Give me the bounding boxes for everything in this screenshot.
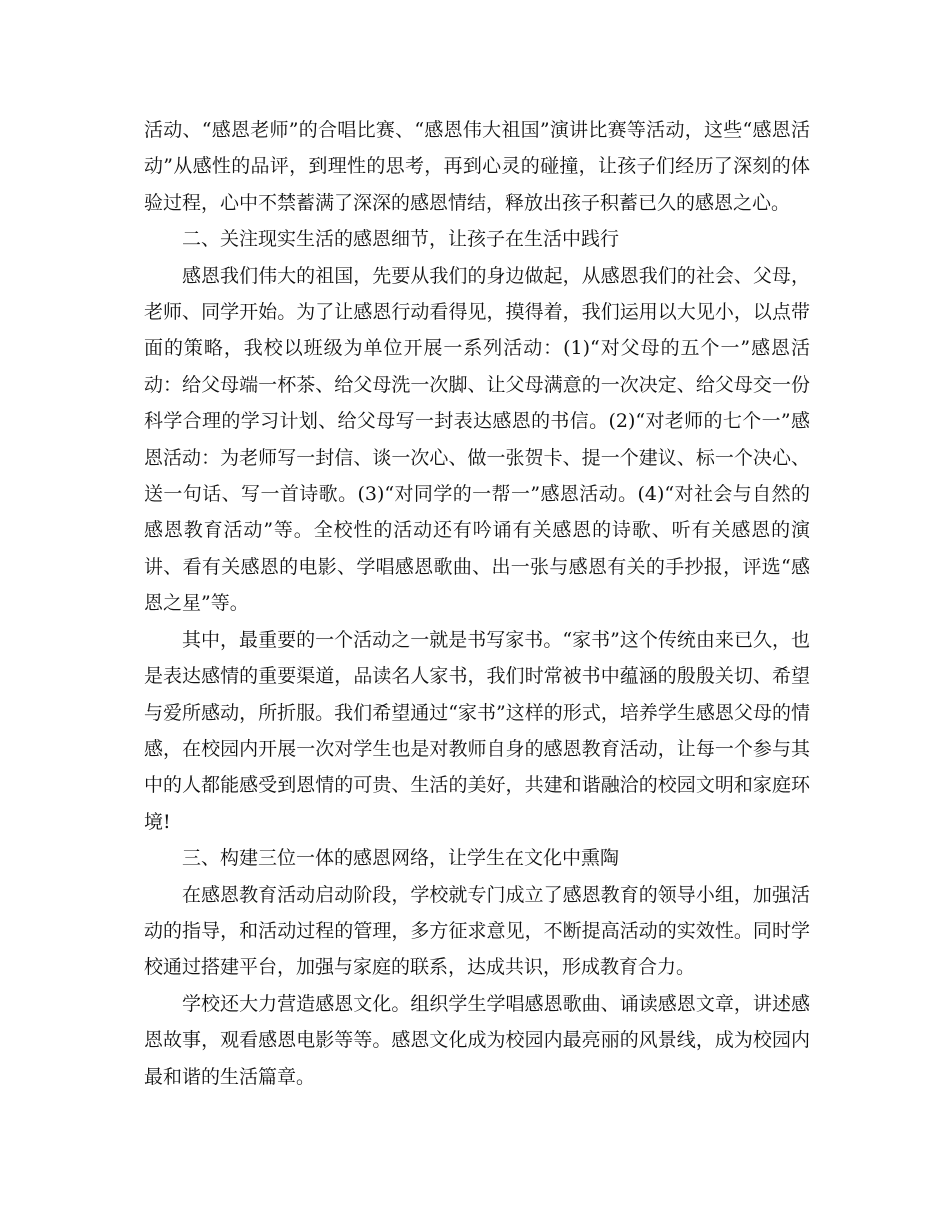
paragraph-body: 感恩我们伟大的祖国，先要从我们的身边做起，从感恩我们的社会、父母，老师、同学开始。为了让感恩行动看得见，摸得着，我们运用以大见小，以点带面的策略，我校以班级为单位开展一系列活动：(1)“对父母的五个一”感恩活动：给父母端一杯茶、给父母洗一次脚、让父母满意的一次决定、给父母交一份科学合理的学习计划、给父母写一封表达感恩的书信。(2)“对老师的七个一”感恩活动：为老师写一封信、谈一次心、做一张贺卡、提一个建议、标一个决心、送一句话、写一首诗歌。(3)“对同学的一帮一”感恩活动。(4)“对社会与自然的感恩教育活动”等。全校性的活动还有吟诵有关感恩的诗歌、听有关感恩的演讲、看有关感恩的电影、学唱感恩歌曲、出一张与感恩有关的手抄报，评选“感恩之星”等。	[144, 264, 810, 615]
paragraph-continuation: 活动、“感恩老师”的合唱比赛、“感恩伟大祖国”演讲比赛等活动，这些“感恩活动”从感性的品评，到理性的思考，再到心灵的碰撞，让孩子们经历了深刻的体验过程，心中不禁蓄满了深深的感恩情结，释放出孩子积蓄已久的感恩之心。	[144, 119, 810, 214]
paragraph-body: 在感恩教育活动启动阶段，学校就专门成立了感恩教育的领导小组，加强活动的指导，和活动过程的管理，多方征求意见，不断提高活动的实效性。同时学校通过搭建平台，加强与家庭的联系，达成共识，形成教育合力。	[144, 883, 810, 979]
section-heading-2: 二、关注现实生活的感恩细节，让孩子在生活中践行	[182, 228, 620, 251]
section-heading-3: 三、构建三位一体的感恩网络，让学生在文化中熏陶	[182, 847, 620, 870]
paragraph-body: 学校还大力营造感恩文化。组织学生学唱感恩歌曲、诵读感恩文章，讲述感恩故事，观看感恩电影等等。感恩文化成为校园内最亮丽的风景线，成为校园内最和谐的生活篇章。	[144, 992, 810, 1088]
paragraph-body: 其中，最重要的一个活动之一就是书写家书。“家书”这个传统由来已久，也是表达感情的重要渠道，品读名人家书，我们时常被书中蕴涵的殷殷关切、希望与爱所感动，所折服。我们希望通过“家书”这样的形式，培养学生感恩父母的情感，在校园内开展一次对学生也是对教师自身的感恩教育活动，让每一个参与其中的人都能感受到恩情的可贵、生活的美好，共建和谐融洽的校园文明和家庭环境!	[144, 628, 810, 833]
document-page	[144, 112, 810, 1095]
